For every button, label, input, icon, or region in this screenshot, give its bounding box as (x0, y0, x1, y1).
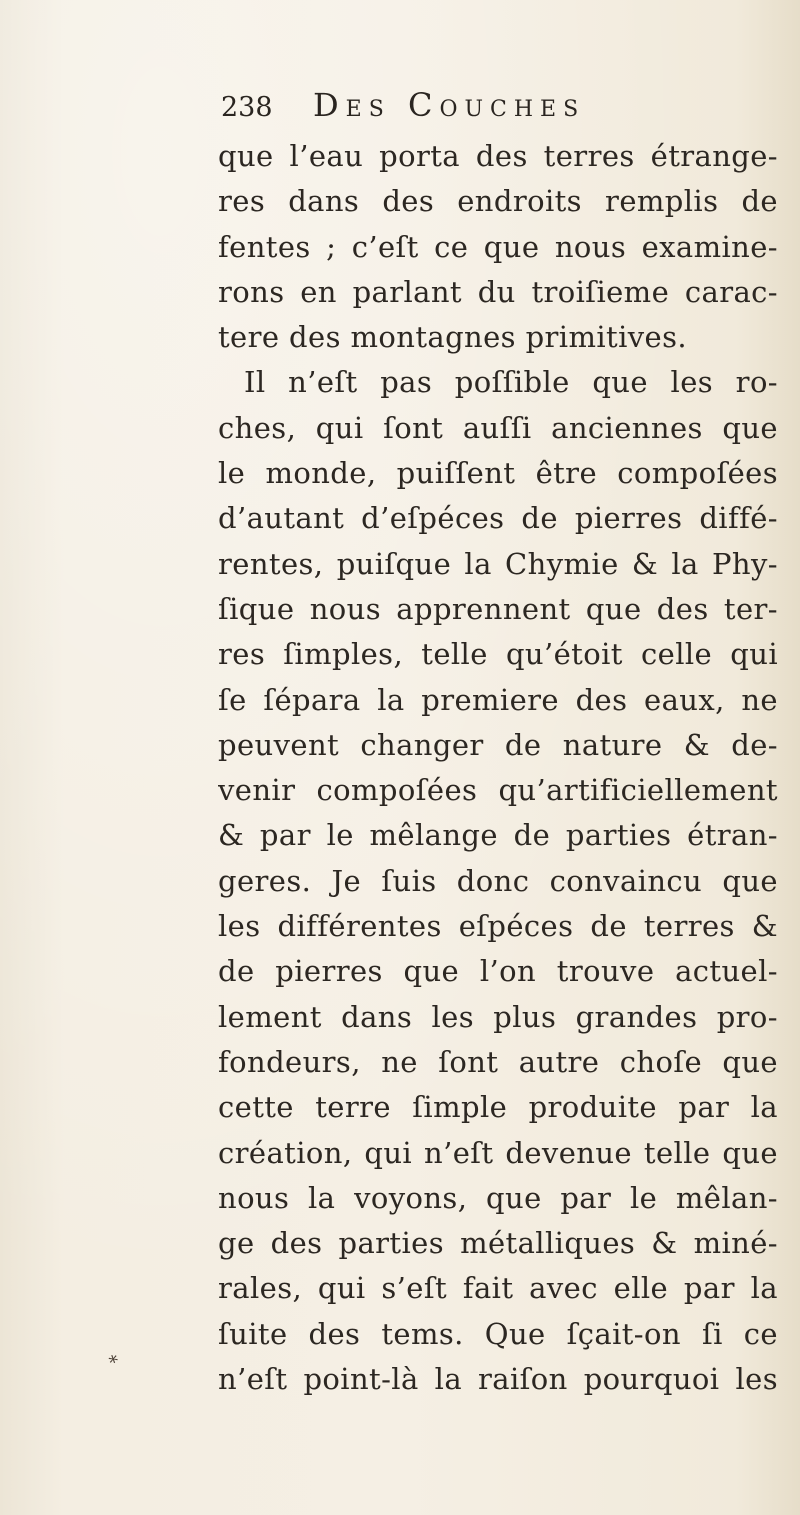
text-line: rentes, puiſque la Chymie & la Phy- (218, 546, 778, 581)
text-line: res ſimples, telle qu’étoit celle qui (218, 637, 778, 672)
text-line: rales, qui s’eſt fait avec elle par la (218, 1271, 778, 1306)
page-number: 238 (221, 92, 273, 123)
text-line: ſique nous apprennent que des ter- (218, 591, 778, 626)
body-text (218, 134, 778, 1402)
text-line: ſuite des tems. Que ſçait-on ſi ce (218, 1316, 778, 1351)
text-line: tere des montagnes primitives. (218, 320, 688, 355)
text-line: res dans des endroits remplis de (218, 184, 778, 219)
text-line: ſe ſépara la premiere des eaux, ne (218, 682, 778, 717)
text-line: venir compoſées qu’artificiellement (218, 773, 778, 808)
text-line: que l’eau porta des terres étrange- (218, 139, 778, 173)
text-line: le monde, puiſſent être compoſées (218, 456, 778, 491)
margin-mark: * (106, 1351, 123, 1374)
text-line: n’eſt point-là la raiſon pourquoi les (218, 1362, 778, 1397)
text-line: d’autant d’eſpéces de pierres diffé- (218, 501, 778, 536)
text-line: cette terre ſimple produite par la (218, 1090, 778, 1125)
page-header (221, 86, 781, 130)
running-title: Des Couches (313, 86, 586, 124)
text-line: geres. Je ſuis donc convaincu que (218, 863, 778, 898)
text-line: les différentes eſpéces de terres & (218, 909, 778, 944)
text-line: ge des parties métalliques & miné- (218, 1226, 778, 1261)
text-line: fondeurs, ne ſont autre choſe que (218, 1044, 778, 1079)
text-line: rons en parlant du troiſieme carac- (218, 274, 778, 309)
text-line: & par le mêlange de parties étran- (218, 818, 778, 853)
text-line: fentes ; c’eſt ce que nous examine- (218, 229, 778, 264)
text-line: nous la voyons, que par le mêlan- (218, 1180, 778, 1215)
text-line: peuvent changer de nature & de- (218, 727, 778, 762)
text-line: Il n’eſt pas poſſible que les ro- (244, 365, 778, 400)
text-line: de pierres que l’on trouve actuel- (218, 954, 778, 989)
text-line: lement dans les plus grandes pro- (218, 999, 778, 1034)
text-line: création, qui n’eſt devenue telle que (218, 1135, 778, 1170)
text-line: ches, qui ſont auſſi anciennes que (218, 410, 778, 445)
